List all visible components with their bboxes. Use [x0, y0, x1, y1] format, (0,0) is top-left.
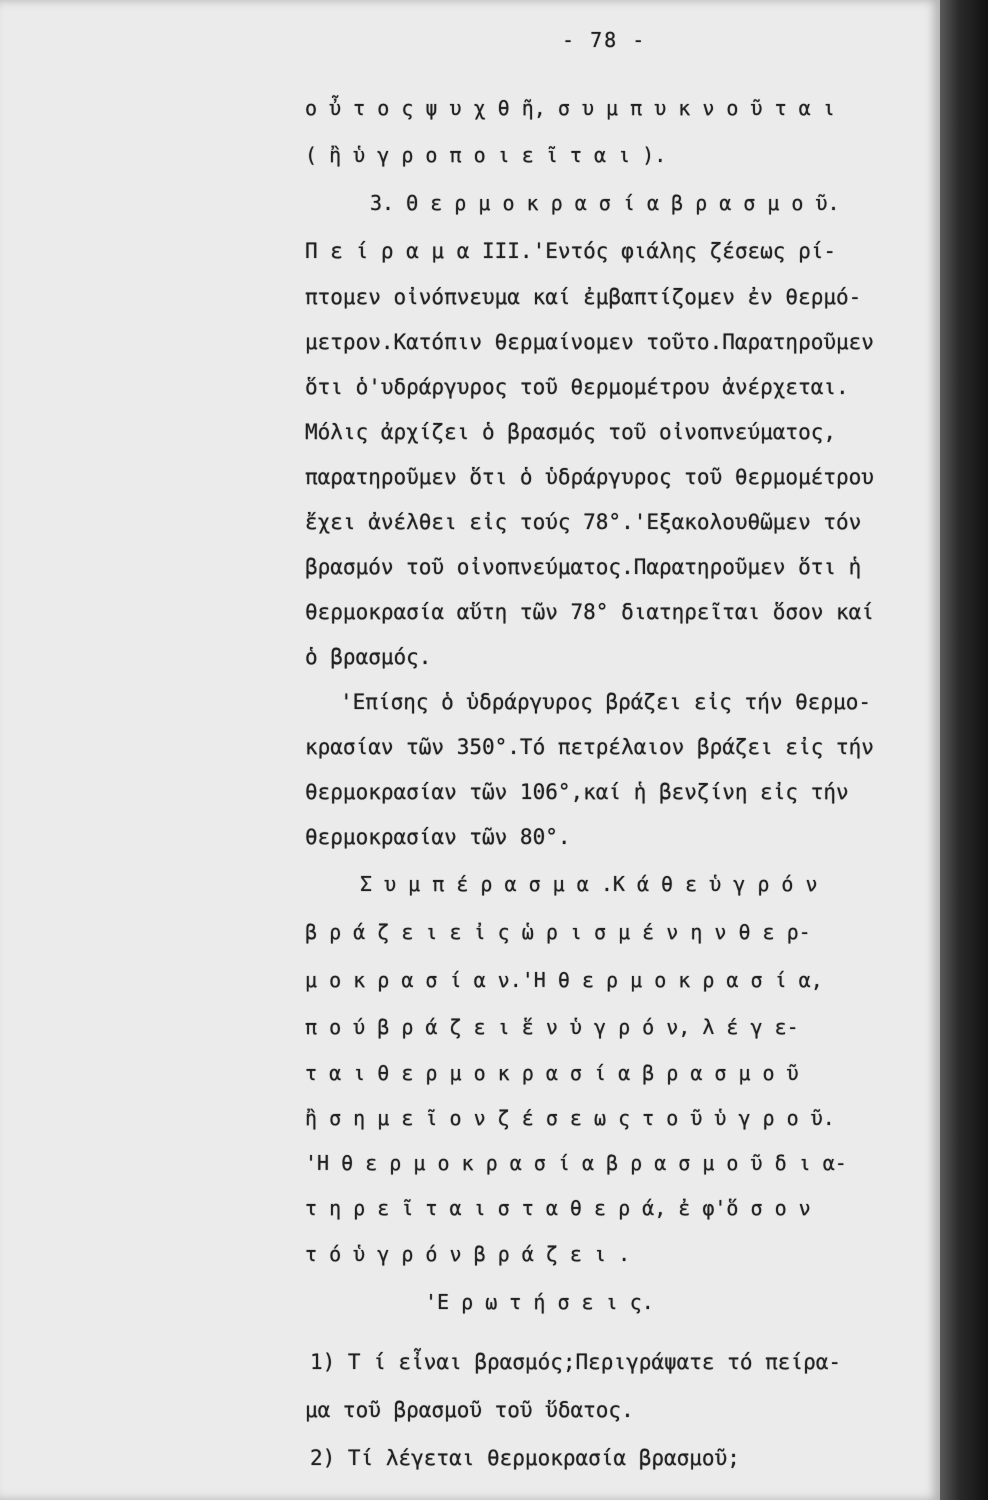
text-line-11: βρασμόν τοῦ οἰνοπνεύματος.Παρατηροῦμεν ὅτι ἡ: [305, 555, 862, 579]
section-heading: 3. Θ ε ρ μ ο κ ρ α σ ί α β ρ α σ μ ο ῦ.: [370, 191, 840, 215]
conclusion-line-3: μ ο κ ρ α σ ί α ν.'Η θ ε ρ μ ο κ ρ α σ ί α,: [305, 968, 823, 992]
text-line-9: παρατηροῦμεν ὅτι ὁ ὑδράργυρος τοῦ θερμομέτρου: [305, 465, 874, 489]
conclusion-line-9: τ ό ὑ γ ρ ό ν β ρ ά ζ ε ι .: [305, 1242, 631, 1266]
question-1-line-2: μα τοῦ βρασμοῦ τοῦ ὕδατος.: [305, 1398, 634, 1422]
text-line-2: ( ἢ ὑ γ ρ ο π ο ι ε ῖ τ α ι ).: [305, 143, 667, 167]
text-line-14: 'Επίσης ὁ ὑδράργυρος βράζει εἰς τήν θερμο-: [340, 690, 872, 714]
page-number: - 78 -: [562, 28, 647, 52]
text-line-13: ὁ βρασμός.: [305, 645, 432, 669]
conclusion-line-8: τ η ρ ε ῖ τ α ι σ τ α θ ε ρ ά, ἐ φ'ὅ σ ο ν: [305, 1196, 811, 1220]
question-2: 2) Τί λέγεται θερμοκρασία βρασμοῦ;: [310, 1446, 740, 1470]
conclusion-line-5: τ α ι θ ε ρ μ ο κ ρ α σ ί α β ρ α σ μ ο ῦ: [305, 1061, 799, 1085]
conclusion-line-1: Σ υ μ π έ ρ α σ μ α .Κ ά θ ε ὑ γ ρ ό ν: [360, 872, 818, 896]
page-edge-shadow: [940, 0, 988, 1500]
text-line-17: θερμοκρασίαν τῶν 80°.: [305, 825, 571, 849]
conclusion-line-2: β ρ ά ζ ε ι ε ἰ ς ὡ ρ ι σ μ έ ν η ν θ ε ρ-: [305, 920, 811, 944]
questions-heading: 'Ε ρ ω τ ή σ ε ι ς.: [425, 1290, 654, 1314]
text-line-15: κρασίαν τῶν 350°.Τό πετρέλαιον βράζει εἰς τήν: [305, 735, 874, 759]
text-line-7: ὅτι ὁ'υδράργυρος τοῦ θερμομέτρου ἀνέρχεται.: [305, 375, 849, 399]
text-line-12: θερμοκρασία αὕτη τῶν 78° διατηρεῖται ὅσον καί: [305, 600, 874, 624]
text-line-6: μετρον.Κατόπιν θερμαίνομεν τοῦτο.Παρατηροῦμεν: [305, 330, 874, 354]
text-line-4: Π ε ί ρ α μ α III.'Εντός φιάλης ζέσεως ρί-: [305, 239, 837, 263]
conclusion-line-4: π ο ύ β ρ ά ζ ε ι ἕ ν ὑ γ ρ ό ν, λ έ γ ε-: [305, 1015, 799, 1039]
text-line-1: ο ὖ τ ο ς ψ υ χ θ ῆ, σ υ μ π υ κ ν ο ῦ τ α ι: [305, 96, 835, 120]
question-1-line-1: 1) Τ ί εἶναι βρασμός;Περιγράψατε τό πείρα-: [310, 1350, 842, 1374]
conclusion-line-6: ἢ σ η μ ε ῖ ο ν ζ έ σ ε ω ς τ ο ῦ ὑ γ ρ ο ῦ.: [305, 1106, 835, 1130]
text-line-10: ἔχει ἀνέλθει εἰς τούς 78°.'Εξακολουθῶμεν τόν: [305, 510, 862, 534]
text-line-5: πτομεν οἰνόπνευμα καί ἐμβαπτίζομεν ἐν θερμό-: [305, 285, 862, 309]
conclusion-line-7: 'Η θ ε ρ μ ο κ ρ α σ ί α β ρ α σ μ ο ῦ δ ι α-: [305, 1151, 847, 1175]
text-line-8: Μόλις ἀρχίζει ὁ βρασμός τοῦ οἰνοπνεύματος,: [305, 420, 837, 444]
text-line-16: θερμοκρασίαν τῶν 106°,καί ἡ βενζίνη εἰς τήν: [305, 780, 849, 804]
